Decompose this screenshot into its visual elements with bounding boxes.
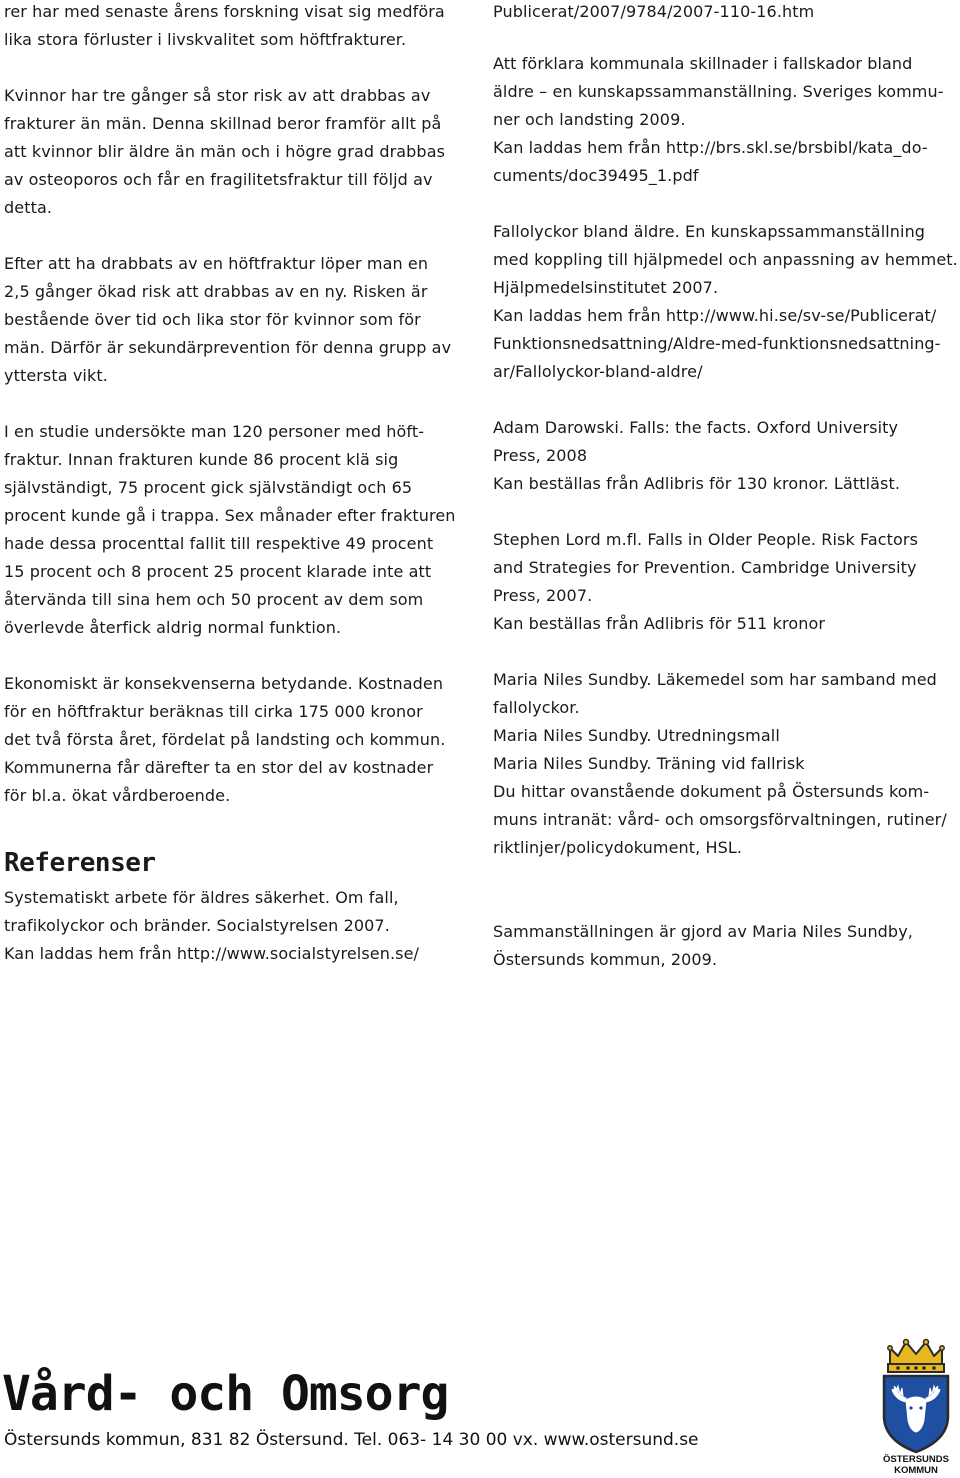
reference-entry: Publicerat/2007/9784/2007-110-16.htm: [493, 2, 815, 21]
reference-entry: Maria Niles Sundby. Läkemedel som har samband med fallolyckor. Maria Niles Sundby. Utredningsmall Maria Niles Sundby. Träning vid fallrisk Du hittar ovanstående dokument på Östersunds kom- muns intranät: vård- och omsorgsförvaltningen, rutiner/ riktlinjer/policydokument, HSL.: [493, 670, 947, 857]
reference-entry: Att förklara kommunala skillnader i fallskador bland äldre – en kunskapssammanställning. Sveriges kommu- ner och landsting 2009. Kan laddas hem från http://brs.skl.se/brsbibl/kata_do- cuments/doc39495_1.pdf: [493, 54, 944, 185]
paragraph: rer har med senaste årens forskning visat sig medföra lika stora förluster i livskvalitet som höftfrakturer.: [4, 2, 445, 49]
paragraph: Ekonomiskt är konsekvenserna betydande. Kostnaden för en höftfraktur beräknas till cirka 175 000 kronor det två första året, fördelat på landsting och kommun. Kommunerna får därefter ta en stor del av kostnader för bl.a. ökat vårdberoende.: [4, 674, 446, 805]
reference-entry: Stephen Lord m.fl. Falls in Older People. Risk Factors and Strategies for Prevention. Cambridge University Press, 2007. Kan beställas från Adlibris för 511 kronor: [493, 530, 919, 633]
paragraph: Efter att ha drabbats av en höftfraktur löper man en 2,5 gånger ökad risk att drabbas av en ny. Risken är bestående över tid och lika stor för kvinnor som för män. Därför är sekundärprevention för denna grupp av yttersta vikt.: [4, 254, 452, 385]
compiled-by: Sammanställningen är gjord av Maria Niles Sundby, Östersunds kommun, 2009.: [493, 922, 913, 969]
ostersund-coat-of-arms-icon: [876, 1336, 956, 1476]
right-column: [493, 0, 958, 1002]
references-heading: Referenser: [4, 848, 156, 878]
crown-icon: [888, 1340, 944, 1373]
paragraph: Kvinnor har tre gånger så stor risk av att drabbas av frakturer än män. Denna skillnad beror framför allt på att kvinnor blir äldre än män och i högre grad drabbas av osteoporos och får en fragilitetsfraktur till följd av detta.: [4, 86, 446, 217]
logo-text-line2: KOMMUN: [894, 1465, 938, 1476]
reference-entry: Fallolyckor bland äldre. En kunskapssammanställning med koppling till hjälpmedel och anpassning av hemmet. Hjälpmedelsinstitutet 2007. Kan laddas hem från http://www.hi.se/sv-se/Publicerat/ Funktionsnedsattning/Aldre-med-funktionsnedsattning- ar/Fallolyckor-bland-aldre/: [493, 222, 958, 381]
footer-title: Vård- och Omsorg: [2, 1366, 449, 1422]
footer-address: Östersunds kommun, 831 82 Östersund. Tel. 063- 14 30 00 vx. www.ostersund.se: [4, 1430, 699, 1450]
reference-entry: Adam Darowski. Falls: the facts. Oxford University Press, 2008 Kan beställas från Adlibris för 130 kronor. Lättläst.: [493, 418, 901, 493]
logo-text-line1: ÖSTERSUNDS: [883, 1454, 949, 1465]
paragraph: I en studie undersökte man 120 personer med höft- fraktur. Innan frakturen kunde 86 procent klä sig självständigt, 75 procent gick självständigt och 65 procent kunde gå i trappa. Sex månader efter frakturen hade dessa procenttal fallit till respektive 49 procent 15 procent och 8 procent 25 procent klarade inte att återvända till sina hem och 50 procent av dem som överlevde återfick aldrig normal funktion.: [4, 422, 456, 637]
left-column: [4, 0, 466, 996]
references-text: Systematiskt arbete för äldres säkerhet. Om fall, trafikolyckor och bränder. Socialstyrelsen 2007. Kan laddas hem från http://www.socialstyrelsen.se/: [4, 888, 420, 963]
